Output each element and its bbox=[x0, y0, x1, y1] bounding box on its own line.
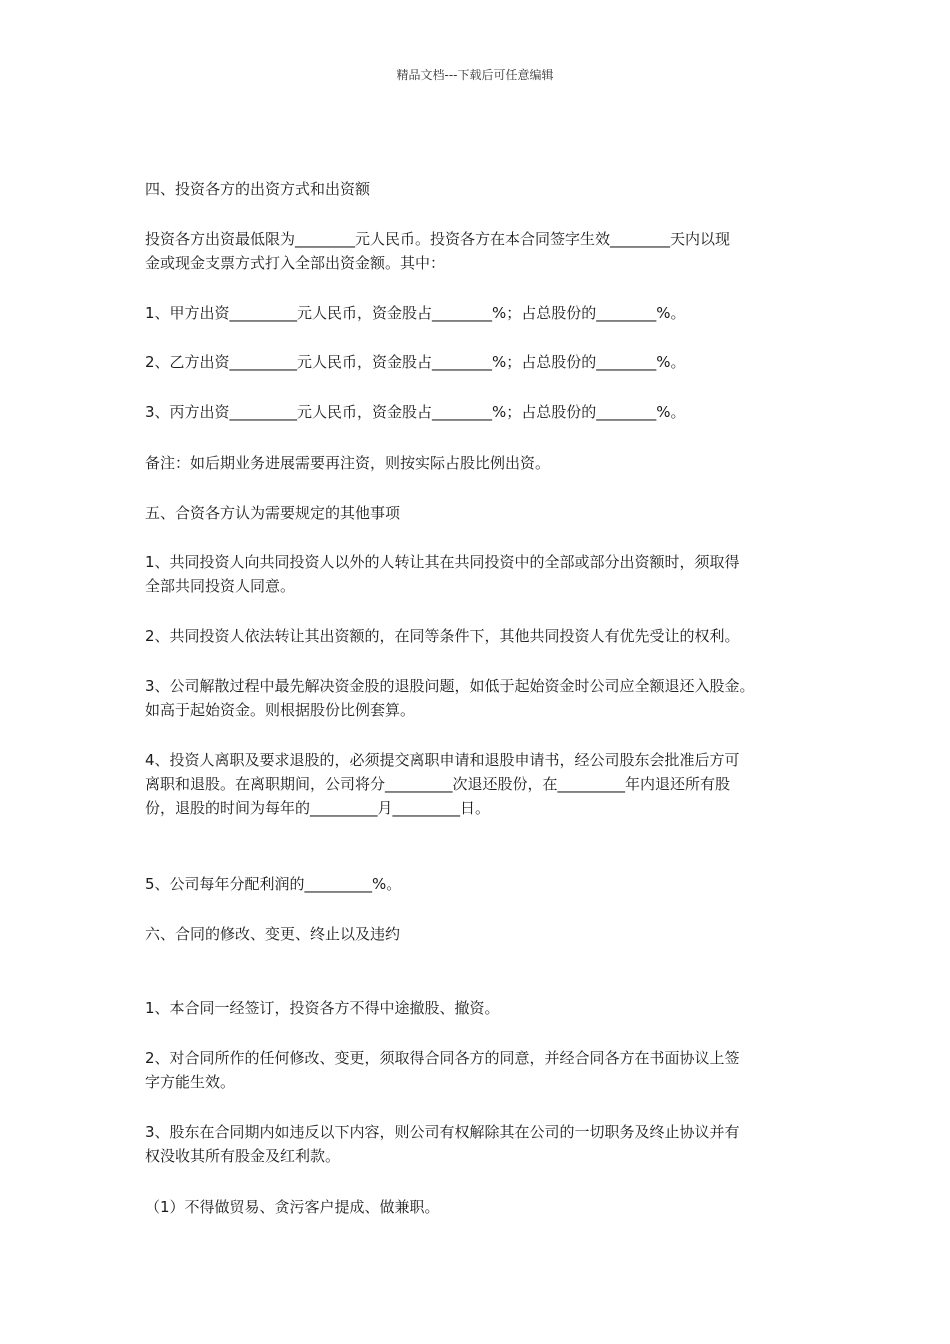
text-line: 投资各方出资最低限为________元人民币。投资各方在本合同签字生效________天内以现 bbox=[145, 230, 731, 248]
text-line: 1、甲方出资_________元人民币，资金股占________%；占总股份的________%。 bbox=[145, 304, 686, 322]
list-item-party-c bbox=[145, 400, 825, 424]
list-item-profit bbox=[145, 872, 825, 896]
paragraph-min-investment bbox=[145, 227, 825, 275]
section-heading-4 bbox=[145, 177, 825, 201]
text-line: 2、乙方出资_________元人民币，资金股占________%；占总股份的________%。 bbox=[145, 353, 686, 371]
list-item-resignation bbox=[145, 748, 825, 820]
text-line: 五、合资各方认为需要规定的其他事项 bbox=[145, 504, 401, 522]
list-item-transfer bbox=[145, 550, 825, 598]
text-line: 份，退股的时间为每年的_________月_________日。 bbox=[145, 799, 491, 817]
text-line: 1、本合同一经签订，投资各方不得中途撤股、撤资。 bbox=[145, 999, 500, 1017]
list-item-no-withdrawal bbox=[145, 996, 825, 1020]
text-line: 全部共同投资人同意。 bbox=[145, 577, 296, 595]
sub-item-1 bbox=[145, 1195, 825, 1219]
list-item-party-a bbox=[145, 301, 825, 325]
list-item-violation bbox=[145, 1120, 825, 1168]
text-line: 2、对合同所作的任何修改、变更，须取得合同各方的同意，并经合同各方在书面协议上签 bbox=[145, 1049, 740, 1067]
text-line: 六、合同的修改、变更、终止以及违约 bbox=[145, 925, 401, 943]
list-item-priority bbox=[145, 624, 825, 648]
section-heading-5 bbox=[145, 501, 825, 525]
list-item-party-b bbox=[145, 350, 825, 374]
text-line: 字方能生效。 bbox=[145, 1073, 236, 1091]
text-line: 离职和退股。在离职期间，公司将分_________次退还股份，在_________年内退还所有股 bbox=[145, 775, 731, 793]
text-line: 4、投资人离职及要求退股的，必须提交离职申请和退股申请书，经公司股东会批准后方可 bbox=[145, 751, 740, 769]
text-line: 3、股东在合同期内如违反以下内容，则公司有权解除其在公司的一切职务及终止协议并有 bbox=[145, 1123, 740, 1141]
text-line: 5、公司每年分配利润的_________%。 bbox=[145, 875, 402, 893]
text-line: 1、共同投资人向共同投资人以外的人转让其在共同投资中的全部或部分出资额时，须取得 bbox=[145, 553, 740, 571]
text-line: 金或现金支票方式打入全部出资金额。其中： bbox=[145, 254, 446, 272]
text-line: 2、共同投资人依法转让其出资额的，在同等条件下，其他共同投资人有优先受让的权利。 bbox=[145, 627, 740, 645]
text-line: 3、公司解散过程中最先解决资金股的退股问题，如低于起始资金时公司应全额退还入股金。 bbox=[145, 677, 755, 695]
text-line: 如高于起始资金。则根据股份比例套算。 bbox=[145, 701, 416, 719]
list-item-amendment bbox=[145, 1046, 825, 1094]
section-heading-6 bbox=[145, 922, 825, 946]
page-header: 精品文档---下载后可任意编辑 bbox=[396, 68, 554, 82]
text-line: 3、丙方出资_________元人民币，资金股占________%；占总股份的________%。 bbox=[145, 403, 686, 421]
note-paragraph bbox=[145, 451, 825, 475]
text-line: （1）不得做贸易、贪污客户提成、做兼职。 bbox=[145, 1198, 440, 1216]
text-line: 权没收其所有股金及红利款。 bbox=[145, 1147, 341, 1165]
list-item-dissolution bbox=[145, 674, 825, 722]
text-line: 备注：如后期业务进展需要再注资，则按实际占股比例出资。 bbox=[145, 454, 551, 472]
text-line: 四、投资各方的出资方式和出资额 bbox=[145, 180, 371, 198]
